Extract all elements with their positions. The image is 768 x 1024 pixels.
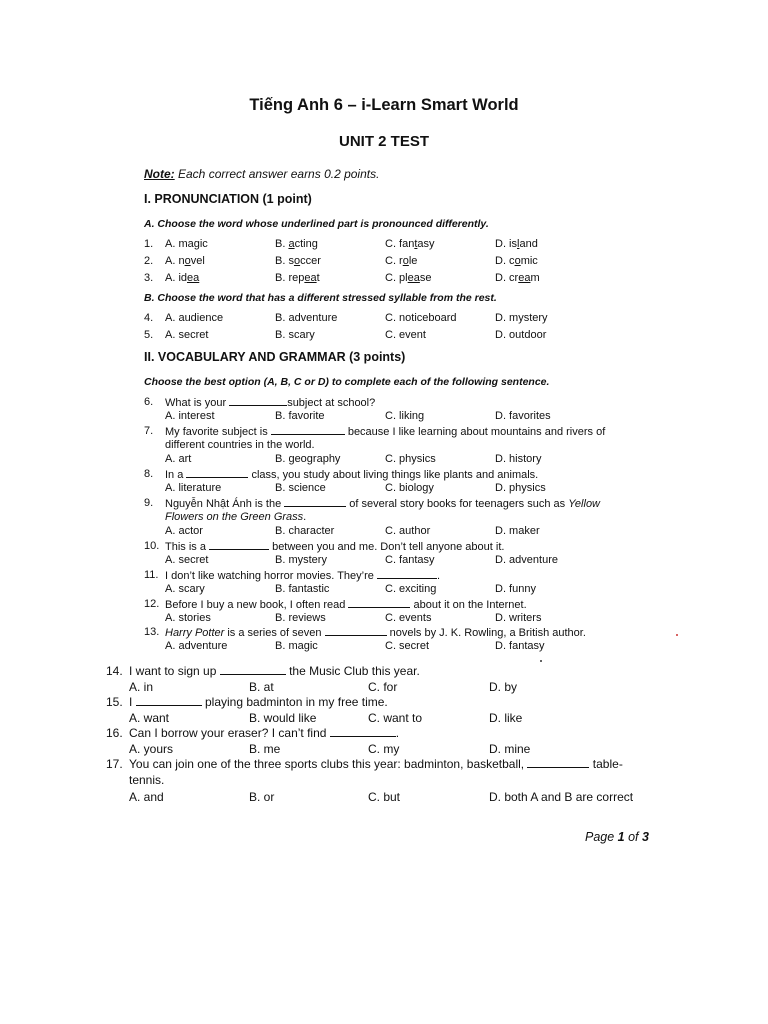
option-b: B. scary <box>275 329 315 341</box>
option-d: D. mystery <box>495 312 548 324</box>
option-d: D. writers <box>495 612 542 624</box>
option-d: D. like <box>489 711 523 725</box>
option-c: C. role <box>385 255 418 267</box>
section-vocabulary-title: II. VOCABULARY AND GRAMMAR (3 points) <box>144 350 406 364</box>
question-number: 11. <box>144 569 159 581</box>
option-b: B. mystery <box>275 554 327 566</box>
question-number: 10. <box>144 540 160 552</box>
option-b: B. acting <box>275 238 318 250</box>
question-number: 16. <box>106 726 123 740</box>
answer-blank <box>527 757 589 768</box>
answer-blank <box>330 726 396 737</box>
option-b: B. favorite <box>275 410 325 422</box>
option-a: A. want <box>129 711 170 725</box>
question-stem: My favorite subject is because I like learning about mountains and rivers of <box>165 426 606 438</box>
option-d: D. physics <box>495 482 546 494</box>
question-stem: What is your subject at school? <box>165 397 376 409</box>
question-10 <box>144 539 684 567</box>
question-number: 17. <box>106 757 123 771</box>
unit-title: UNIT 2 TEST <box>338 133 429 150</box>
instruction-a: A. Choose the word whose underlined part is pronounced differently. <box>144 218 489 230</box>
option-c: C. noticeboard <box>385 312 457 324</box>
option-b: B. magic <box>275 640 318 652</box>
question-number: 3. <box>144 272 154 284</box>
question-9 <box>144 496 684 538</box>
option-c: C. secret <box>385 640 430 652</box>
option-b: B. at <box>249 680 274 694</box>
option-d: D. cream <box>495 272 540 284</box>
question-stem: In a class, you study about living things like plants and animals. <box>165 469 539 481</box>
question-6 <box>144 395 684 423</box>
question-4 <box>144 311 684 325</box>
stray-mark <box>540 660 542 662</box>
note-line <box>144 167 379 181</box>
option-c: C. but <box>368 790 401 804</box>
answer-blank <box>136 695 202 706</box>
instruction-b: B. Choose the word that has a different stressed syllable from the rest. <box>144 292 497 304</box>
option-c: C. physics <box>385 453 436 465</box>
question-12 <box>144 597 684 625</box>
question-stem: I playing badminton in my free time. <box>129 695 388 709</box>
question-stem: Can I borrow your eraser? I can’t find . <box>129 726 400 740</box>
question-3 <box>144 271 684 285</box>
answer-blank <box>229 395 287 406</box>
option-a: A. novel <box>165 255 205 267</box>
question-number: 2. <box>144 255 154 267</box>
option-a: A. actor <box>165 525 203 537</box>
question-number: 12. <box>144 598 160 610</box>
question-number: 14. <box>106 664 123 678</box>
note-text: Each correct answer earns 0.2 points. <box>174 167 380 181</box>
option-c: C. exciting <box>385 583 437 595</box>
question-1 <box>144 237 684 251</box>
page-number: Page 1 of 3 <box>585 830 649 844</box>
option-d: D. history <box>495 453 542 465</box>
option-a: A. in <box>129 680 154 694</box>
option-a: A. yours <box>129 742 174 756</box>
option-b: B. geography <box>275 453 341 465</box>
question-8 <box>144 467 684 495</box>
option-c: C. author <box>385 525 431 537</box>
document-title: Tiếng Anh 6 – i-Learn Smart World <box>249 96 519 114</box>
question-stem: I don’t like watching horror movies. They’re . <box>165 570 441 582</box>
option-b: B. soccer <box>275 255 321 267</box>
instruction-vocabulary: Choose the best option (A, B, C or D) to complete each of the following sentence. <box>144 376 550 388</box>
option-c: C. please <box>385 272 432 284</box>
option-a: A. secret <box>165 329 209 341</box>
answer-blank <box>209 539 269 550</box>
question-number: 6. <box>144 396 154 408</box>
option-a: A. art <box>165 453 192 465</box>
option-a: A. secret <box>165 554 209 566</box>
answer-blank <box>325 625 387 636</box>
option-b: B. character <box>275 525 335 537</box>
option-b: B. would like <box>249 711 317 725</box>
option-c: C. liking <box>385 410 425 422</box>
option-b: B. repeat <box>275 272 320 284</box>
question-number: 9. <box>144 497 154 509</box>
option-c: C. events <box>385 612 432 624</box>
option-d: D. favorites <box>495 410 551 422</box>
answer-blank <box>348 597 410 608</box>
question-number: 1. <box>144 238 154 250</box>
answer-blank <box>284 496 346 507</box>
question-17 <box>106 757 666 805</box>
option-a: A. idea <box>165 272 200 284</box>
option-a: A. audience <box>165 312 224 324</box>
question-number: 13. <box>144 626 160 638</box>
question-number: 4. <box>144 312 154 324</box>
question-stem: You can join one of the three sports clubs this year: badminton, basketball, table- <box>129 757 623 771</box>
question-16 <box>106 726 666 758</box>
question-stem: I want to sign up the Music Club this year. <box>129 664 420 678</box>
option-b: B. adventure <box>275 312 338 324</box>
option-d: D. both A and B are correct <box>489 790 634 804</box>
answer-blank <box>377 568 437 579</box>
section-pronunciation-title: I. PRONUNCIATION (1 point) <box>144 192 312 206</box>
answer-blank <box>220 664 286 675</box>
option-a: A. literature <box>165 482 222 494</box>
option-c: C. event <box>385 329 426 341</box>
option-d: D. fantasy <box>495 640 545 652</box>
option-a: A. interest <box>165 410 215 422</box>
question-stem-continued: Flowers on the Green Grass. <box>165 511 307 523</box>
question-stem: Harry Potter is a series of seven novels by J. K. Rowling, a British author. <box>165 627 586 639</box>
option-c: C. want to <box>368 711 423 725</box>
option-c: C. fantasy <box>385 554 435 566</box>
option-a: A. and <box>129 790 164 804</box>
option-d: D. maker <box>495 525 540 537</box>
question-15 <box>106 695 666 727</box>
question-number: 5. <box>144 329 154 341</box>
option-c: C. fantasy <box>385 238 435 250</box>
option-b: B. reviews <box>275 612 326 624</box>
stray-mark <box>676 634 678 636</box>
option-c: C. biology <box>385 482 434 494</box>
option-d: D. outdoor <box>495 329 547 341</box>
question-11 <box>144 568 684 596</box>
question-14 <box>106 664 666 696</box>
option-a: A. scary <box>165 583 205 595</box>
answer-blank <box>186 467 248 478</box>
question-number: 7. <box>144 425 154 437</box>
question-number: 15. <box>106 695 123 709</box>
option-b: B. science <box>275 482 326 494</box>
question-stem-continued: different countries in the world. <box>165 439 315 451</box>
option-d: D. funny <box>495 583 536 595</box>
question-5 <box>144 328 684 342</box>
question-stem-continued: tennis. <box>129 773 165 787</box>
note-label: Note: <box>144 167 175 181</box>
option-a: A. magic <box>165 238 208 250</box>
option-a: A. stories <box>165 612 211 624</box>
question-stem: Before I buy a new book, I often read about it on the Internet. <box>165 599 527 611</box>
option-b: B. me <box>249 742 281 756</box>
question-2 <box>144 254 684 268</box>
question-7 <box>144 424 684 466</box>
option-b: B. or <box>249 790 275 804</box>
answer-blank <box>271 424 345 435</box>
option-b: B. fantastic <box>275 583 330 595</box>
option-d: D. mine <box>489 742 531 756</box>
question-number: 8. <box>144 468 154 480</box>
option-d: D. by <box>489 680 518 694</box>
question-stem: This is a between you and me. Don’t tell anyone about it. <box>165 541 505 553</box>
question-13 <box>144 625 684 653</box>
option-c: C. for <box>368 680 398 694</box>
option-c: C. my <box>368 742 400 756</box>
option-d: D. comic <box>495 255 538 267</box>
option-d: D. island <box>495 238 538 250</box>
option-a: A. adventure <box>165 640 228 652</box>
question-stem: Nguyễn Nhật Ánh is the of several story books for teenagers such as Yellow <box>165 498 600 510</box>
option-d: D. adventure <box>495 554 558 566</box>
